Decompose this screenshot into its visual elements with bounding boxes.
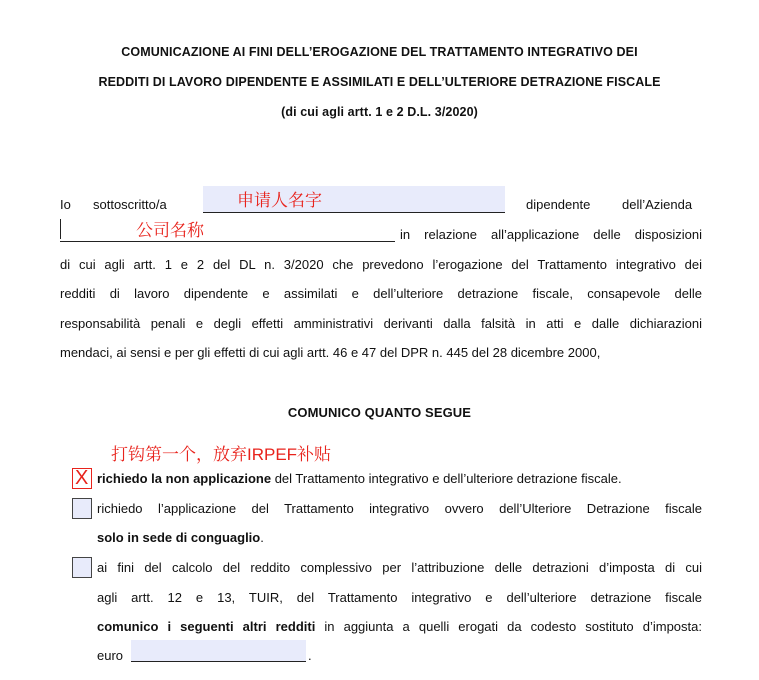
title-line-3: (di cui agli artt. 1 e 2 D.L. 3/2020) [281, 105, 478, 119]
option-3-bold: comunico i seguenti altri redditi [97, 619, 316, 634]
euro-amount-field[interactable] [131, 640, 306, 662]
option-1-text [97, 471, 622, 486]
section-heading: COMUNICO QUANTO SEGUE [287, 405, 472, 420]
option-2-period: . [260, 530, 264, 545]
annotation-name-hint: 申请人名字 [237, 191, 322, 210]
word-io: Io [60, 197, 71, 212]
annotation-company-hint: 公司名称 [136, 221, 204, 240]
option-3-line-1: ai fini del calcolo del reddito complessivo per l’attribuzione delle detrazioni d’imposta di cui [97, 560, 702, 575]
option-2-line-1: richiedo l’applicazione del Trattamento integrativo ovvero dell’Ulteriore Detrazione fiscale [97, 501, 702, 516]
option-3-checkbox[interactable] [72, 557, 92, 578]
declaration-line-5: responsabilità penali e degli effetti amministrativi derivanti dalla falsità in atti e dalle dichiarazioni [60, 316, 702, 331]
euro-label: euro [97, 648, 124, 663]
option-2-bold: solo in sede di conguaglio [97, 530, 261, 545]
annotation-option-hint: 打钩第一个，放弃IRPEF补贴 [111, 445, 332, 464]
option-1-rest: del Trattamento integrativo e dell’ulteriore detrazione fiscale. [271, 471, 622, 486]
option-2-checkbox[interactable] [72, 498, 92, 519]
name-underline [203, 212, 505, 213]
option-1-bold: richiedo la non applicazione [97, 471, 272, 486]
title-line-2: REDDITI DI LAVORO DIPENDENTE E ASSIMILATI E DELL’ULTERIORE DETRAZIONE FISCALE [98, 75, 661, 89]
word-sottoscritto: sottoscritto/a [93, 197, 167, 212]
word-dipendente: dipendente [526, 197, 591, 212]
option-3-line-3-tail: in aggiunta a quelli erogati da codesto sostituto d’imposta: [315, 619, 702, 634]
option-2-line-2 [97, 530, 264, 545]
option-1-checkbox[interactable] [72, 468, 92, 489]
option-3-line-3 [97, 619, 702, 634]
declaration-line-6: mendaci, ai sensi e per gli effetti di cui agli artt. 46 e 47 del DPR n. 445 del 28 dicembre 2000, [60, 345, 601, 360]
word-azienda: dell’Azienda [622, 197, 693, 212]
text-cursor [60, 219, 61, 239]
euro-period: . [308, 648, 312, 663]
option-3-line-2: agli artt. 12 e 13, TUIR, del Trattamento integrativo e dell’ulteriore detrazione fiscale [97, 590, 702, 605]
line2-tail: in relazione all’applicazione delle disposizioni [400, 227, 702, 242]
company-underline [60, 241, 395, 242]
declaration-line-4: redditi di lavoro dipendente e assimilati e dell’ulteriore detrazione fiscale, consapevole delle [60, 286, 702, 301]
title-line-1: COMUNICAZIONE AI FINI DELL’EROGAZIONE DEL TRATTAMENTO INTEGRATIVO DEI [121, 45, 638, 59]
euro-underline [131, 661, 306, 662]
declaration-line-3: di cui agli artt. 1 e 2 del DL n. 3/2020 che prevedono l’erogazione del Trattamento integrativo dei [60, 257, 702, 272]
check-x-icon: X [75, 467, 89, 489]
company-field[interactable] [60, 216, 395, 242]
